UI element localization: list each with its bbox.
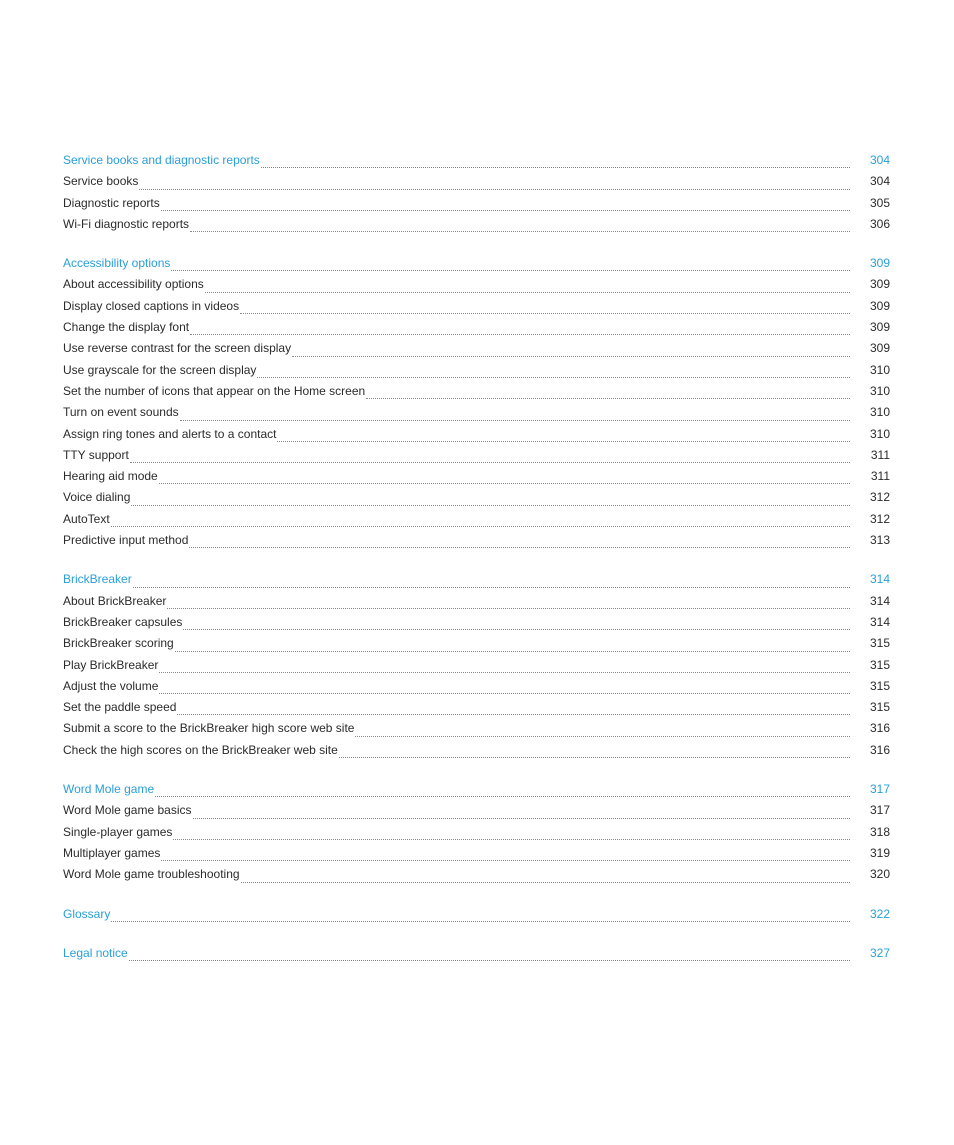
dot-leader [190,230,850,232]
page-number: 306 [869,216,890,231]
toc-entry-link[interactable] [63,655,890,676]
dot-leader [130,461,850,463]
toc-entry-link[interactable] [63,193,890,214]
dot-leader [177,713,850,715]
toc-entry-label: Adjust the volume [63,678,159,693]
dot-leader [161,859,850,861]
dot-leader [183,628,850,630]
page-number: 304 [869,174,890,189]
toc-entry-label: Predictive input method [63,533,189,548]
toc-section-heading-link[interactable] [63,569,890,590]
toc-entry-label: Service books [63,174,139,189]
dot-leader [161,209,850,211]
dot-leader [111,525,850,527]
dot-leader [339,756,850,758]
toc-section-heading-link[interactable] [63,779,890,800]
toc-entry-label: Display closed captions in videos [63,298,240,313]
toc-entry-link[interactable] [63,822,890,843]
dot-leader [129,959,850,961]
page-number: 309 [869,277,890,292]
toc-entry-label: AutoText [63,511,110,526]
page-number: 312 [869,490,890,505]
toc-section-heading-link[interactable] [63,253,890,274]
toc-entry-link[interactable] [63,697,890,718]
toc-entry-label: Single-player games [63,824,173,839]
toc-entry-label: Play BrickBreaker [63,657,159,672]
dot-leader [277,440,850,442]
toc-heading-label: Glossary [63,906,111,921]
toc-entry-link[interactable] [63,509,890,530]
toc-entry-label: Use reverse contrast for the screen display [63,341,292,356]
toc-entry-label: BrickBreaker capsules [63,614,183,629]
toc-entry-link[interactable] [63,864,890,885]
page-number: 319 [869,845,890,860]
page-number: 309 [869,256,890,271]
dot-leader [261,166,850,168]
page-number: 313 [869,533,890,548]
page-number: 314 [869,572,890,587]
toc-heading-label: Legal notice [63,945,128,960]
page-number: 309 [869,341,890,356]
toc-entry-label: TTY support [63,447,129,462]
toc-entry-link[interactable] [63,381,890,402]
toc-entry-link[interactable] [63,718,890,739]
toc-entry-label: Use grayscale for the screen display [63,362,257,377]
toc-entry-link[interactable] [63,530,890,551]
toc-section-heading-link[interactable] [63,904,890,925]
toc-entry-link[interactable] [63,402,890,423]
toc-entry-link[interactable] [63,676,890,697]
page-number: 311 [870,469,890,484]
dot-leader [175,650,850,652]
dot-leader [173,838,850,840]
dot-leader [205,291,850,293]
toc-entry-label: Wi-Fi diagnostic reports [63,216,190,231]
page-number: 315 [869,678,890,693]
toc-entry-label: About BrickBreaker [63,593,167,608]
toc-entry-link[interactable] [63,360,890,381]
page-number: 310 [869,426,890,441]
toc-entry-label: Voice dialing [63,490,131,505]
toc-entry-label: Assign ring tones and alerts to a contact [63,426,277,441]
page-number: 316 [869,721,890,736]
dot-leader [139,188,850,190]
dot-leader [155,795,850,797]
page-number: 311 [870,447,890,462]
toc-entry-label: Word Mole game troubleshooting [63,867,240,882]
dot-leader [240,312,850,314]
toc-entry-label: BrickBreaker scoring [63,636,174,651]
toc-section [63,904,890,925]
toc-entry-link[interactable] [63,740,890,761]
toc-section [63,150,890,235]
toc-entry-label: Set the paddle speed [63,700,177,715]
toc-entry-label: Submit a score to the BrickBreaker high score web site [63,721,355,736]
dot-leader [131,504,850,506]
toc-entry-link[interactable] [63,274,890,295]
dot-leader [366,397,850,399]
toc-section-heading-link[interactable] [63,150,890,171]
page-number: 327 [869,945,890,960]
page-number: 316 [869,742,890,757]
dot-leader [167,607,850,609]
page-number: 310 [869,362,890,377]
toc-entry-link[interactable] [63,487,890,508]
page-number: 312 [869,511,890,526]
toc-entry-link[interactable] [63,843,890,864]
toc-entry-link[interactable] [63,591,890,612]
dot-leader [159,482,850,484]
toc-section [63,943,890,964]
toc-entry-link[interactable] [63,171,890,192]
toc-heading-label: BrickBreaker [63,572,132,587]
toc-section [63,779,890,885]
toc-entry-link[interactable] [63,296,890,317]
page-number: 322 [869,906,890,921]
toc-section [63,569,890,761]
page-number: 320 [869,867,890,882]
page-number: 310 [869,405,890,420]
dot-leader [180,419,850,421]
page-number: 305 [869,195,890,210]
dot-leader [355,735,850,737]
page-number: 315 [869,700,890,715]
page-number: 314 [869,593,890,608]
dot-leader [133,586,850,588]
toc-entry-link[interactable] [63,214,890,235]
page-number: 310 [869,383,890,398]
page-number: 304 [869,153,890,167]
dot-leader [171,269,850,271]
toc-entry-link[interactable] [63,800,890,821]
dot-leader [190,333,850,335]
dot-leader [241,881,850,883]
dot-leader [257,376,850,378]
page-number: 317 [869,803,890,818]
dot-leader [159,671,850,673]
toc-heading-label: Accessibility options [63,256,171,271]
page-number: 315 [869,636,890,651]
toc-entry-label: Set the number of icons that appear on the Home screen [63,383,366,398]
page-number: 309 [869,320,890,335]
page-number: 317 [869,782,890,797]
toc-entry-link[interactable] [63,466,890,487]
toc-entry-link[interactable] [63,338,890,359]
toc-entry-label: Turn on event sounds [63,405,179,420]
toc-heading-label: Word Mole game [63,782,155,797]
toc-entry-link[interactable] [63,424,890,445]
toc-entry-label: Diagnostic reports [63,195,160,210]
page-number: 318 [869,824,890,839]
toc-entry-label: Change the display font [63,320,190,335]
toc-entry-link[interactable] [63,612,890,633]
toc-entry-label: Word Mole game basics [63,803,192,818]
toc-entry-label: About accessibility options [63,277,204,292]
dot-leader [111,920,850,922]
dot-leader [159,692,850,694]
toc-section-heading-link[interactable] [63,943,890,964]
table-of-contents [63,150,890,982]
dot-leader [292,355,850,357]
toc-entry-link[interactable] [63,445,890,466]
page-number: 309 [869,298,890,313]
toc-heading-label: Service books and diagnostic reports [63,153,260,167]
toc-entry-link[interactable] [63,633,890,654]
toc-entry-label: Check the high scores on the BrickBreaker web site [63,742,338,757]
dot-leader [189,546,850,548]
page-number: 314 [869,614,890,629]
toc-entry-link[interactable] [63,317,890,338]
dot-leader [193,817,851,819]
toc-section [63,253,890,551]
page-number: 315 [869,657,890,672]
toc-entry-label: Multiplayer games [63,845,161,860]
toc-entry-label: Hearing aid mode [63,469,158,484]
